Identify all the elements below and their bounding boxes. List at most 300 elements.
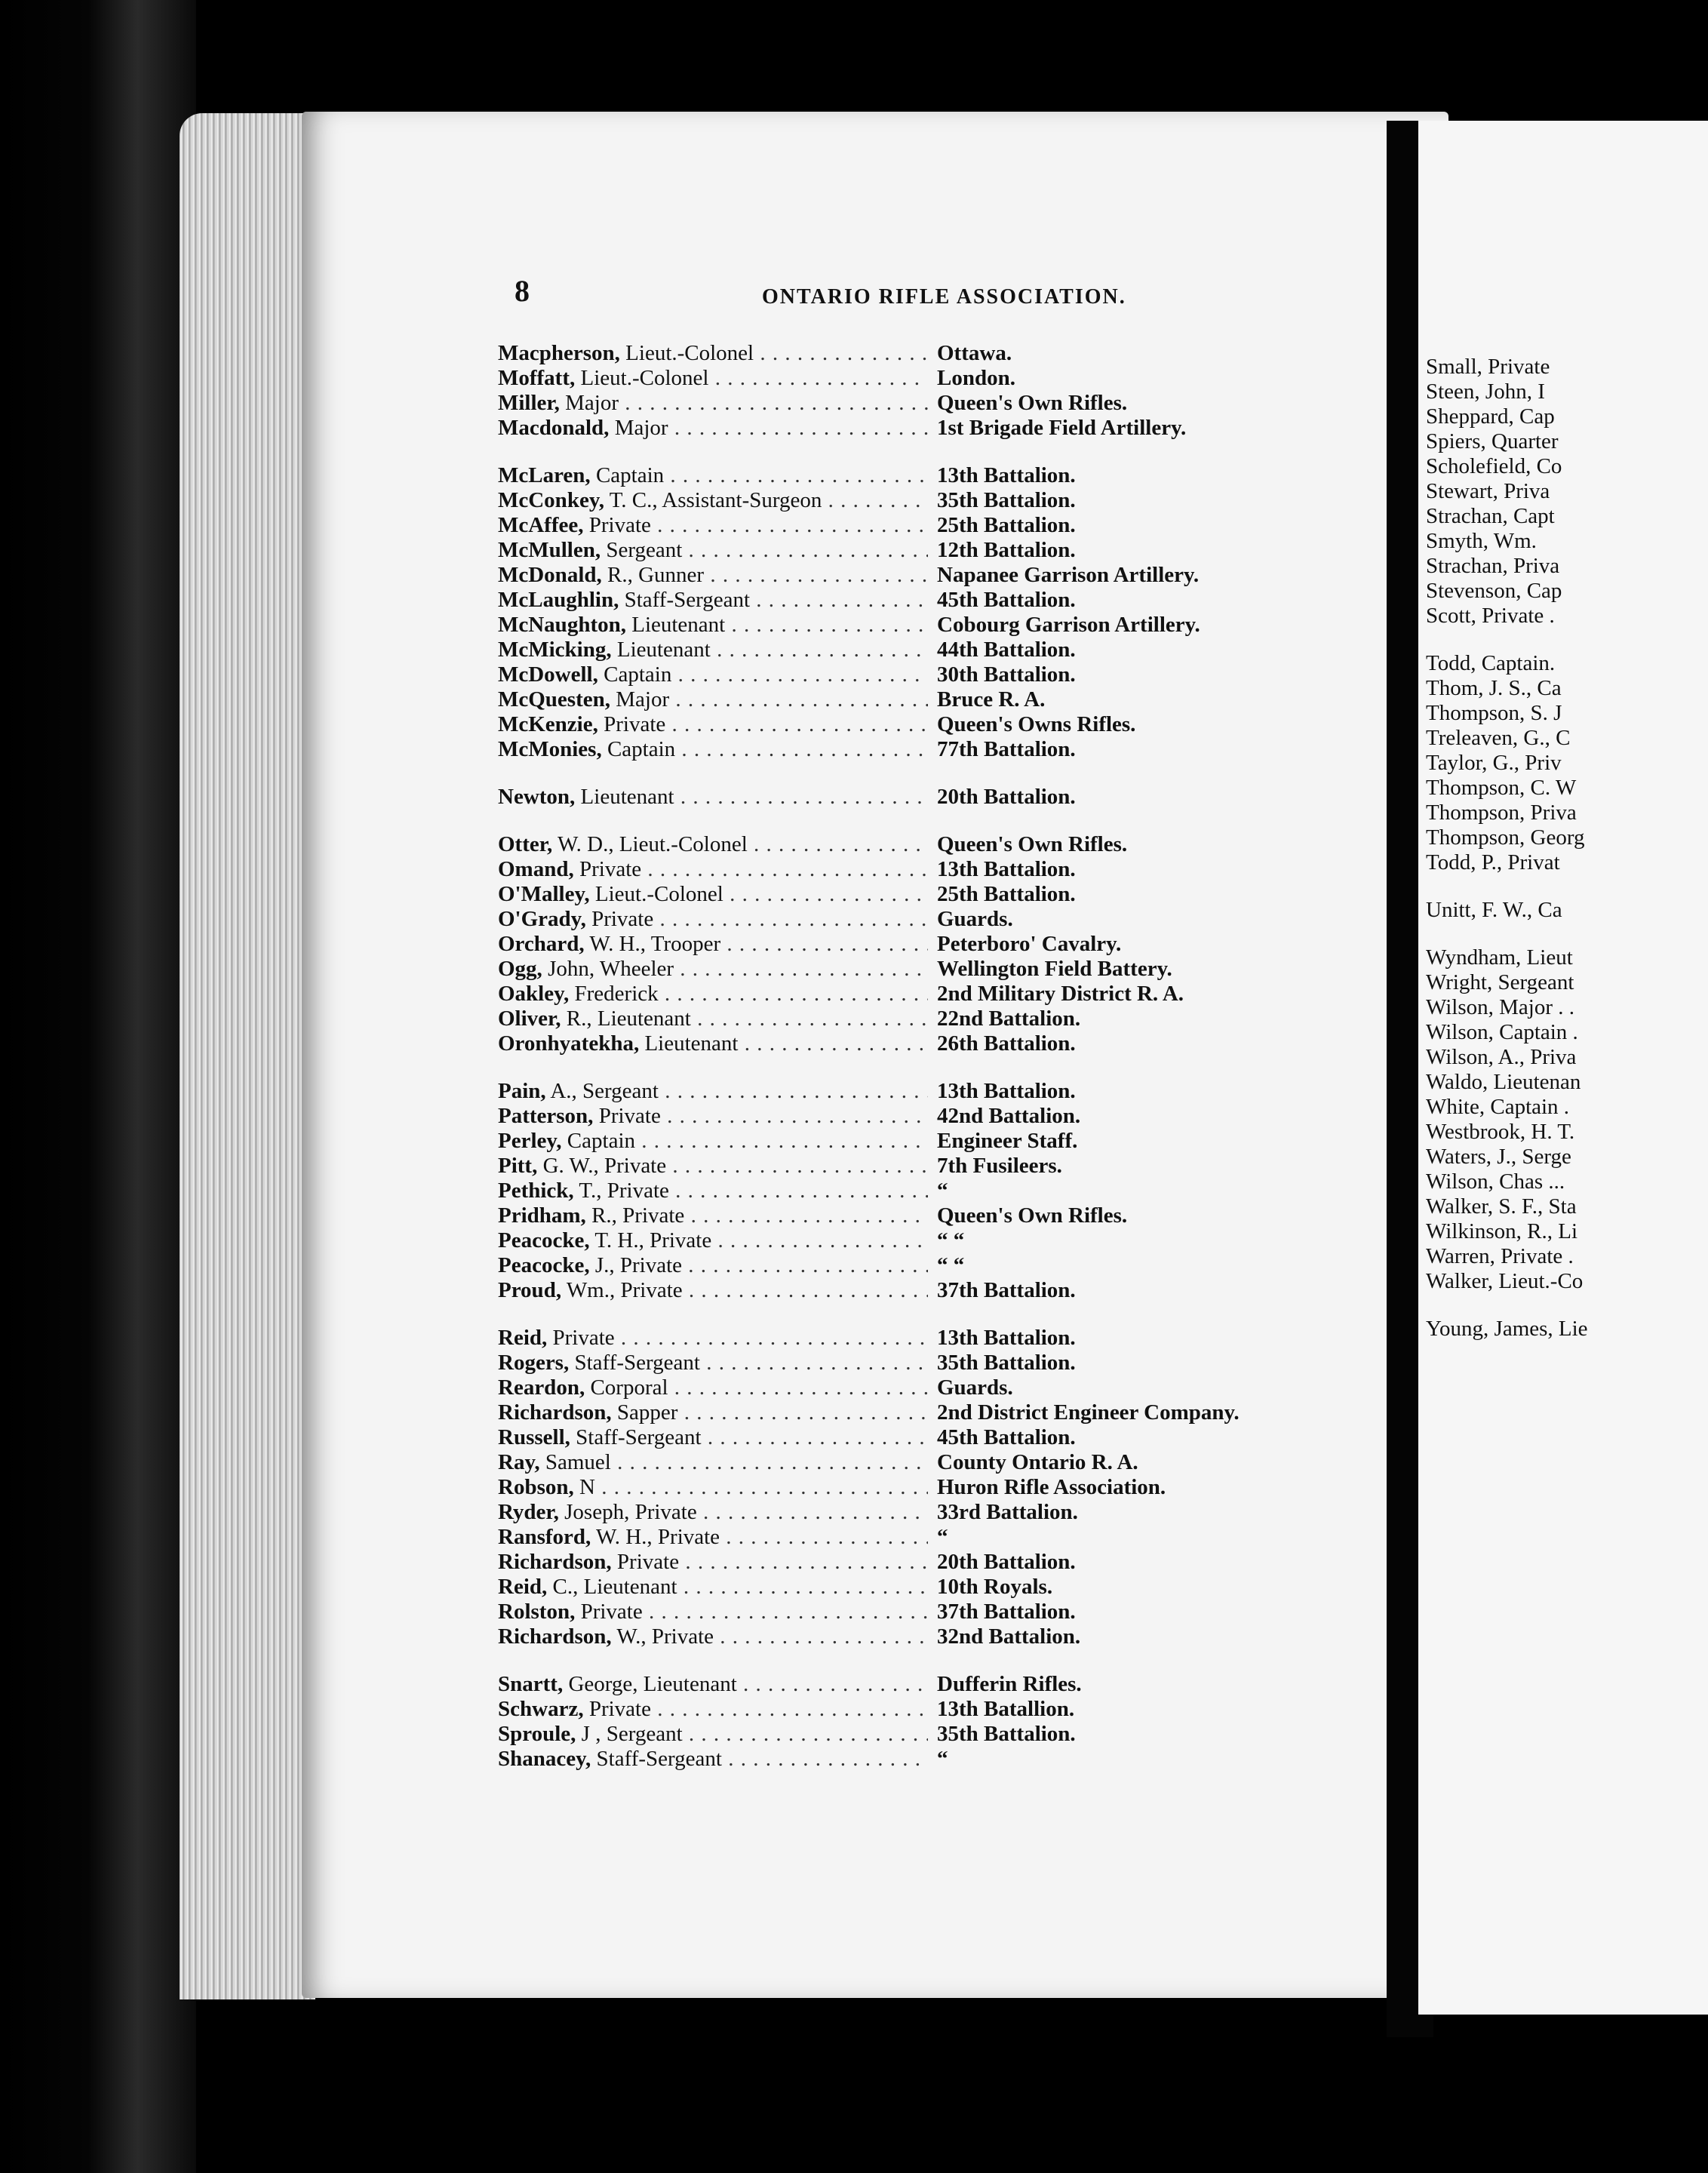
cropped-member-entry (1426, 1145, 1708, 1169)
member-name-block (498, 882, 928, 907)
member-unit: 13th Battalion. (937, 463, 1076, 487)
member-rank: T. C., Assistant-Surgeon (609, 488, 822, 512)
member-name-block (498, 1450, 928, 1475)
member-rank: Private (580, 1600, 643, 1624)
member-rank: Lieut.-Colonel (625, 341, 754, 365)
member-rank: G. W., Private (542, 1154, 667, 1178)
member-rank: Private (579, 857, 642, 881)
member-rank: R., Lieutenant (566, 1007, 691, 1031)
member-surname: Schwarz, (498, 1697, 584, 1721)
member-rank: T. H., Private (594, 1228, 712, 1252)
member-entry (498, 882, 1313, 907)
member-name-block (498, 932, 928, 957)
cropped-entry-text: Young, James, Lie (1426, 1317, 1588, 1341)
member-entry (498, 463, 1313, 488)
cropped-member-entry (1426, 1169, 1708, 1194)
member-entry (498, 1179, 1313, 1203)
member-rank: Samuel (545, 1450, 611, 1474)
member-surname: Pethick, (498, 1179, 574, 1203)
cropped-entry-text: Strachan, Capt (1426, 504, 1555, 528)
member-surname: Richardson, (498, 1550, 612, 1574)
member-entry (498, 832, 1313, 857)
cropped-entry-text: Wyndham, Lieut (1426, 945, 1573, 970)
member-rank: George, Lieutenant (568, 1672, 737, 1696)
member-rank: T., Private (579, 1179, 669, 1203)
member-entry (498, 1624, 1313, 1649)
member-unit: 37th Battalion. (937, 1278, 1076, 1302)
member-surname: Pitt, (498, 1154, 538, 1178)
member-unit: “ “ (937, 1253, 965, 1277)
member-unit: 37th Battalion. (937, 1600, 1076, 1624)
member-surname: Snartt, (498, 1672, 564, 1696)
member-unit: Queen's Own Rifles. (937, 391, 1128, 415)
member-unit: 33rd Battalion. (937, 1500, 1078, 1524)
member-entry (498, 1129, 1313, 1154)
member-surname: Pridham, (498, 1203, 586, 1228)
member-entry (498, 1154, 1313, 1179)
cropped-member-entry (1426, 1120, 1708, 1145)
member-surname: Oronhyatekha, (498, 1031, 640, 1056)
member-name-block (498, 1722, 928, 1747)
cropped-entry-text: Scott, Private . (1426, 604, 1555, 628)
member-unit: 26th Battalion. (937, 1031, 1076, 1056)
member-unit: 20th Battalion. (937, 1550, 1076, 1574)
member-unit: 20th Battalion. (937, 785, 1076, 809)
member-unit: Guards. (937, 1375, 1013, 1400)
member-rank: John, Wheeler (548, 957, 674, 981)
member-name-block (498, 488, 928, 513)
member-unit: Peterboro' Cavalry. (937, 932, 1122, 956)
member-unit: 2nd District Engineer Company. (937, 1400, 1240, 1425)
member-unit: 45th Battalion. (937, 1425, 1076, 1449)
member-entry (498, 1722, 1313, 1747)
cropped-entry-text: Stewart, Priva (1426, 479, 1550, 503)
member-surname: Otter, (498, 832, 553, 856)
cropped-entry-text: Wilson, Chas ... (1426, 1169, 1565, 1194)
member-rank: Captain (567, 1129, 635, 1153)
member-name-block (498, 832, 928, 857)
member-unit: 45th Battalion. (937, 588, 1076, 612)
member-rank: N (579, 1475, 595, 1499)
cropped-entry-text: Thompson, S. J (1426, 701, 1562, 725)
member-name-block (498, 737, 928, 762)
member-rank: W., Private (616, 1624, 714, 1649)
member-unit: “ (937, 1525, 948, 1549)
member-unit: Huron Rifle Association. (937, 1475, 1166, 1499)
member-name-block (498, 563, 928, 588)
cropped-entry-text: Wilson, A., Priva (1426, 1045, 1577, 1069)
member-entry (498, 1326, 1313, 1351)
member-name-block (498, 1007, 928, 1031)
member-rank: Private (604, 712, 666, 736)
cropped-member-entry (1426, 429, 1708, 454)
member-name-block (498, 463, 928, 488)
member-rank: R., Private (591, 1203, 685, 1228)
cropped-member-entry (1426, 970, 1708, 995)
member-surname: McMicking, (498, 638, 612, 662)
member-surname: O'Malley, (498, 882, 590, 906)
member-surname: McQuesten, (498, 687, 610, 712)
member-unit: 35th Battalion. (937, 1722, 1076, 1746)
member-unit: 42nd Battalion. (937, 1104, 1081, 1128)
member-name-block (498, 391, 928, 416)
cropped-member-entry (1426, 529, 1708, 554)
member-unit: 12th Battalion. (937, 538, 1076, 562)
member-name-block (498, 785, 928, 810)
member-surname: Newton, (498, 785, 576, 809)
member-surname: McMullen, (498, 538, 601, 562)
member-unit: Cobourg Garrison Artillery. (937, 613, 1200, 637)
cropped-entry-text: Walker, Lieut.-Co (1426, 1269, 1584, 1293)
cropped-entry-text: Treleaven, G., C (1426, 726, 1571, 750)
member-surname: McLaughlin, (498, 588, 619, 612)
member-entry (498, 957, 1313, 982)
member-entry (498, 1697, 1313, 1722)
cropped-member-entry (1426, 801, 1708, 825)
member-name-block (498, 1624, 928, 1649)
section-gap (1426, 1294, 1708, 1317)
cropped-entry-text: Spiers, Quarter (1426, 429, 1559, 453)
cropped-entry-text: Taylor, G., Priv (1426, 751, 1562, 775)
member-name-block (498, 1747, 928, 1772)
member-name-block (498, 416, 928, 441)
cropped-entry-text: Waldo, Lieutenan (1426, 1070, 1581, 1094)
member-unit: Engineer Staff. (937, 1129, 1078, 1153)
cropped-entry-text: Westbrook, H. T. (1426, 1120, 1575, 1144)
member-entry (498, 513, 1313, 538)
member-name-block (498, 1550, 928, 1575)
member-surname: McKenzie, (498, 712, 598, 736)
member-surname: McAffee, (498, 513, 584, 537)
member-name-block (498, 1600, 928, 1624)
member-rank: Captain (595, 463, 665, 487)
cropped-member-entry (1426, 380, 1708, 404)
member-unit: 13th Battalion. (937, 857, 1076, 881)
section-gap (498, 441, 1313, 463)
member-unit: 25th Battalion. (937, 513, 1076, 537)
book-spine (0, 0, 196, 2173)
member-entry (498, 1079, 1313, 1104)
member-unit: 35th Battalion. (937, 1351, 1076, 1375)
member-surname: Patterson, (498, 1104, 594, 1128)
member-unit: 32nd Battalion. (937, 1624, 1081, 1649)
cropped-entry-text: Steen, John, I (1426, 380, 1545, 404)
member-surname: Oliver, (498, 1007, 561, 1031)
member-entry (498, 1400, 1313, 1425)
member-name-block (498, 1351, 928, 1375)
member-name-block (498, 1278, 928, 1303)
cropped-member-entry (1426, 726, 1708, 751)
member-entry (498, 1525, 1313, 1550)
member-unit: Queen's Owns Rifles. (937, 712, 1136, 736)
cropped-member-entry (1426, 454, 1708, 479)
cropped-entry-text: Thompson, C. W (1426, 776, 1577, 800)
cropped-member-entry (1426, 995, 1708, 1020)
member-surname: Proud, (498, 1278, 562, 1302)
member-surname: Ryder, (498, 1500, 559, 1524)
member-unit: London. (937, 366, 1015, 390)
member-name-block (498, 1697, 928, 1722)
member-surname: Moffatt, (498, 366, 576, 390)
cropped-entry-text: Scholefield, Co (1426, 454, 1562, 478)
cropped-entry-text: Smyth, Wm. (1426, 529, 1537, 553)
cropped-member-entry (1426, 1045, 1708, 1070)
member-name-block (498, 1425, 928, 1450)
member-surname: McDowell, (498, 662, 598, 687)
member-unit: “ (937, 1179, 948, 1203)
member-surname: Peacocke, (498, 1253, 590, 1277)
member-name-block (498, 1104, 928, 1129)
member-surname: Rogers, (498, 1351, 570, 1375)
cropped-entry-text: Walker, S. F., Sta (1426, 1194, 1577, 1219)
member-rank: Lieutenant (631, 613, 726, 637)
member-unit: 13th Battalion. (937, 1326, 1076, 1350)
member-rank: C., Lieutenant (552, 1575, 677, 1599)
member-entry (498, 687, 1313, 712)
member-rank: Lieutenant (644, 1031, 739, 1056)
cropped-member-entry (1426, 1317, 1708, 1342)
member-surname: Reid, (498, 1575, 548, 1599)
cropped-entry-text: Wright, Sergeant (1426, 970, 1574, 994)
member-entry (498, 1375, 1313, 1400)
cropped-entry-text: Warren, Private . (1426, 1244, 1574, 1268)
member-surname: Richardson, (498, 1624, 612, 1649)
member-surname: Pain, (498, 1079, 546, 1103)
member-rank: A., Sergeant (550, 1079, 659, 1103)
member-name-block (498, 982, 928, 1007)
cropped-member-entry (1426, 355, 1708, 380)
member-unit: 13th Battalion. (937, 1079, 1076, 1103)
member-surname: Ray, (498, 1450, 540, 1474)
member-entry (498, 588, 1313, 613)
member-surname: Sproule, (498, 1722, 576, 1746)
member-entry (498, 737, 1313, 762)
member-surname: McLaren, (498, 463, 591, 487)
cropped-entry-text: White, Captain . (1426, 1095, 1570, 1119)
member-name-block (498, 1129, 928, 1154)
member-rank: Staff-Sergeant (624, 588, 751, 612)
member-entry (498, 638, 1313, 662)
member-entry (498, 1425, 1313, 1450)
member-rank: Staff-Sergeant (576, 1425, 702, 1449)
member-name-block (498, 712, 928, 737)
cropped-member-entry (1426, 1244, 1708, 1269)
member-surname: Miller, (498, 391, 560, 415)
member-name-block (498, 1525, 928, 1550)
member-surname: McConkey, (498, 488, 604, 512)
member-rank: Lieut.-Colonel (594, 882, 723, 906)
member-name-block (498, 638, 928, 662)
member-rank: Lieutenant (616, 638, 711, 662)
member-surname: O'Grady, (498, 907, 586, 931)
member-surname: Orchard, (498, 932, 585, 956)
cropped-member-entry (1426, 1095, 1708, 1120)
member-entry (498, 785, 1313, 810)
member-unit: Napanee Garrison Artillery. (937, 563, 1200, 587)
cropped-member-entry (1426, 751, 1708, 776)
member-surname: Macpherson, (498, 341, 620, 365)
member-entry (498, 1104, 1313, 1129)
section-gap (1426, 875, 1708, 898)
member-entry (498, 1278, 1313, 1303)
member-unit: 30th Battalion. (937, 662, 1076, 687)
cropped-member-entry (1426, 504, 1708, 529)
member-surname: Reid, (498, 1326, 548, 1350)
member-rank: Private (591, 907, 654, 931)
cropped-entry-text: Sheppard, Cap (1426, 404, 1555, 429)
page-header-title: ONTARIO RIFLE ASSOCIATION. (762, 285, 1126, 309)
member-name-block (498, 907, 928, 932)
cropped-entry-text: Waters, J., Serge (1426, 1145, 1571, 1169)
member-rank: W. D., Lieut.-Colonel (557, 832, 748, 856)
cropped-member-entry (1426, 1219, 1708, 1244)
member-name-block (498, 1203, 928, 1228)
cropped-member-entry (1426, 651, 1708, 676)
member-rank: Private (552, 1326, 615, 1350)
cropped-member-entry (1426, 1269, 1708, 1294)
cropped-entry-text: Todd, P., Privat (1426, 850, 1560, 874)
cropped-member-entry (1426, 776, 1708, 801)
member-rank: Major (614, 416, 668, 440)
member-rank: Staff-Sergeant (596, 1747, 722, 1771)
member-entry (498, 1253, 1313, 1278)
member-name-block (498, 1326, 928, 1351)
member-rank: Captain (604, 662, 672, 687)
member-name-block (498, 1228, 928, 1253)
member-entry (498, 538, 1313, 563)
member-surname: Peacocke, (498, 1228, 590, 1252)
member-unit: 2nd Military District R. A. (937, 982, 1184, 1006)
cropped-entry-text: Wilson, Captain . (1426, 1020, 1578, 1044)
member-rank: Joseph, Private (564, 1500, 697, 1524)
member-entry (498, 366, 1313, 391)
member-name-block (498, 538, 928, 563)
member-unit: 7th Fusileers. (937, 1154, 1062, 1178)
section-gap (498, 1649, 1313, 1672)
member-rank: Private (588, 513, 651, 537)
cropped-entry-text: Small, Private (1426, 355, 1550, 379)
member-unit: 35th Battalion. (937, 488, 1076, 512)
member-entry (498, 1575, 1313, 1600)
member-unit: “ (937, 1747, 948, 1771)
page-number: 8 (515, 274, 530, 308)
member-rank: R., Gunner (607, 563, 705, 587)
member-entry (498, 662, 1313, 687)
cropped-member-entry (1426, 676, 1708, 701)
cropped-member-entry (1426, 825, 1708, 850)
cropped-entry-text: Todd, Captain. (1426, 651, 1556, 675)
member-unit: 25th Battalion. (937, 882, 1076, 906)
member-name-block (498, 957, 928, 982)
member-list-right (1426, 355, 1708, 1342)
member-entry (498, 416, 1313, 441)
member-rank: Lieut.-Colonel (580, 366, 709, 390)
member-name-block (498, 1031, 928, 1056)
member-rank: Private (616, 1550, 680, 1574)
member-surname: Rolston, (498, 1600, 576, 1624)
member-unit: 13th Batallion. (937, 1697, 1075, 1721)
cropped-member-entry (1426, 1020, 1708, 1045)
member-surname: Shanacey, (498, 1747, 591, 1771)
member-unit: Guards. (937, 907, 1013, 931)
member-rank: J., Private (594, 1253, 683, 1277)
member-rank: J , Sergeant (581, 1722, 683, 1746)
member-rank: Corporal (590, 1375, 668, 1400)
member-entry (498, 1672, 1313, 1697)
member-name-block (498, 1253, 928, 1278)
cropped-entry-text: Thom, J. S., Ca (1426, 676, 1562, 700)
member-name-block (498, 687, 928, 712)
member-name-block (498, 613, 928, 638)
member-surname: Russell, (498, 1425, 570, 1449)
member-surname: McDonald, (498, 563, 602, 587)
member-name-block (498, 1154, 928, 1179)
cropped-member-entry (1426, 554, 1708, 579)
member-name-block (498, 1179, 928, 1203)
member-name-block (498, 857, 928, 882)
member-entry (498, 1600, 1313, 1624)
section-gap (498, 762, 1313, 785)
cropped-member-entry (1426, 404, 1708, 429)
section-gap (498, 810, 1313, 832)
member-name-block (498, 341, 928, 366)
cropped-entry-text: Thompson, Georg (1426, 825, 1585, 850)
cropped-entry-text: Stevenson, Cap (1426, 579, 1562, 603)
member-entry (498, 982, 1313, 1007)
member-entry (498, 613, 1313, 638)
member-entry (498, 488, 1313, 513)
member-surname: Ransford, (498, 1525, 591, 1549)
cropped-member-entry (1426, 1194, 1708, 1219)
member-rank: Private (598, 1104, 661, 1128)
member-unit: 77th Battalion. (937, 737, 1076, 761)
member-entry (498, 341, 1313, 366)
member-surname: Richardson, (498, 1400, 612, 1425)
member-entry (498, 1007, 1313, 1031)
member-rank: Captain (607, 737, 676, 761)
section-gap (1426, 923, 1708, 945)
member-rank: Lieutenant (580, 785, 674, 809)
member-name-block (498, 588, 928, 613)
cropped-member-entry (1426, 1070, 1708, 1095)
member-entry (498, 1475, 1313, 1500)
member-rank: Major (616, 687, 670, 712)
page-edges (180, 113, 315, 1999)
member-unit: 44th Battalion. (937, 638, 1076, 662)
cropped-member-entry (1426, 850, 1708, 875)
member-rank: Private (588, 1697, 651, 1721)
member-entry (498, 391, 1313, 416)
member-entry (498, 1747, 1313, 1772)
cropped-entry-text: Wilson, Major . . (1426, 995, 1574, 1019)
section-gap (498, 1056, 1313, 1079)
member-rank: W. H., Trooper (589, 932, 721, 956)
section-gap (1426, 629, 1708, 651)
member-entry (498, 932, 1313, 957)
member-list-left (498, 341, 1313, 1772)
cropped-entry-text: Wilkinson, R., Li (1426, 1219, 1578, 1243)
member-name-block (498, 662, 928, 687)
member-name-block (498, 1672, 928, 1697)
member-entry (498, 712, 1313, 737)
member-unit: “ “ (937, 1228, 965, 1252)
member-entry (498, 907, 1313, 932)
cropped-member-entry (1426, 479, 1708, 504)
member-name-block (498, 1475, 928, 1500)
member-entry (498, 1500, 1313, 1525)
member-surname: Robson, (498, 1475, 574, 1499)
member-rank: Major (565, 391, 619, 415)
